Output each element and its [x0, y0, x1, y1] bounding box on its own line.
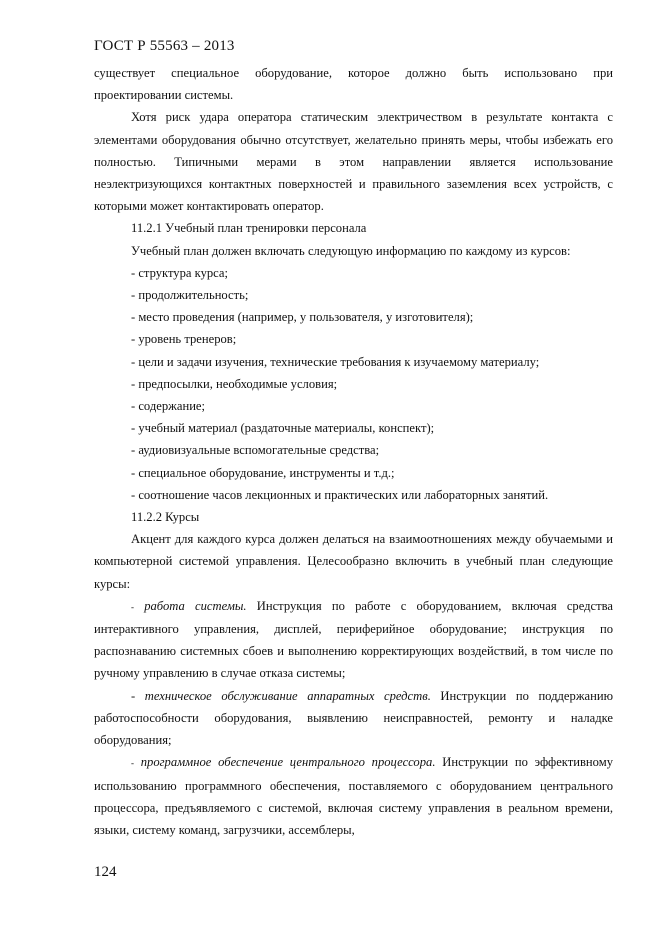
list-item: - предпосылки, необходимые условия;: [131, 376, 338, 391]
page-number: 124: [94, 864, 117, 880]
section-heading-courses: 11.2.2 Курсы: [131, 510, 200, 525]
course-item-dash: -: [131, 601, 134, 612]
list-item: - продолжительность;: [131, 288, 249, 303]
course-item-text: Инструкции по эффективному использованию программного обеспечения, поставляемого с оборудованием центрального процессора, предъявляемого с системой, включая систему управления в реальном времени, языки, систему команд, загрузчики, ассемблеры,: [94, 755, 613, 837]
paragraph-training-plan-intro: Учебный план должен включать следующую информацию по каждому из курсов:: [131, 243, 571, 258]
document-header: ГОСТ Р 55563 – 2013: [94, 38, 235, 54]
list-item: - содержание;: [131, 399, 206, 414]
list-item: - уровень тренеров;: [131, 332, 237, 347]
paragraph-continuation: существует специальное оборудование, которое должно быть использовано при проектировании системы.: [94, 66, 613, 103]
page-body: [94, 62, 613, 841]
course-item-system-operation: [94, 595, 613, 685]
list-item: - место проведения (например, у пользователя, у изготовителя);: [131, 310, 474, 325]
course-item-title: техническое обслуживание аппаратных средств.: [144, 688, 431, 703]
course-item-text: Инструкция по работе с оборудованием, включая средства интерактивного управления, дисплей, периферийное оборудование; инструкция по распознаванию системных сбоев и выполнению корректирующих воздействий, в том числе по ручному управлению в случае отказа системы;: [94, 598, 613, 681]
list-item: - учебный материал (раздаточные материалы, конспект);: [131, 421, 435, 436]
course-item-dash: -: [131, 758, 134, 769]
course-item-cpu-software: [94, 751, 613, 841]
list-item: - структура курса;: [131, 265, 229, 280]
section-heading-training-plan: 11.2.1 Учебный план тренировки персонала: [131, 221, 367, 236]
course-item-dash: -: [131, 688, 136, 703]
list-item: - специальное оборудование, инструменты и т.д.;: [131, 465, 395, 480]
list-item: - соотношение часов лекционных и практических или лабораторных занятий.: [131, 487, 549, 502]
list-item: - цели и задачи изучения, технические требования к изучаемому материалу;: [131, 354, 540, 369]
list-item: - аудиовизуальные вспомогательные средства;: [131, 443, 380, 458]
paragraph-static-electricity: Хотя риск удара оператора статическим электричеством в результате контакта с элементами оборудования обычно отсутствует, желательно принять меры, чтобы избежать его полностью. Типичными мерами в этом направлении является использование неэлектризующихся контактных поверхностей и правильного заземления всех устройств, с которыми может контактировать оператор.: [94, 110, 613, 214]
training-plan-list: [94, 262, 613, 506]
course-item-hardware-maintenance: [94, 685, 613, 752]
course-item-title: работа системы.: [144, 598, 247, 613]
course-item-text: Инструкции по поддержанию работоспособности оборудования, выявлению неисправностей, ремонту и наладке оборудования;: [94, 688, 614, 748]
paragraph-courses-intro: Акцент для каждого курса должен делаться на взаимоотношениях между обучаемыми и компьютерной системой управления. Целесообразно включить в учебный план следующие курсы:: [94, 532, 613, 591]
course-item-title: программное обеспечение центрального процессора.: [140, 755, 436, 770]
